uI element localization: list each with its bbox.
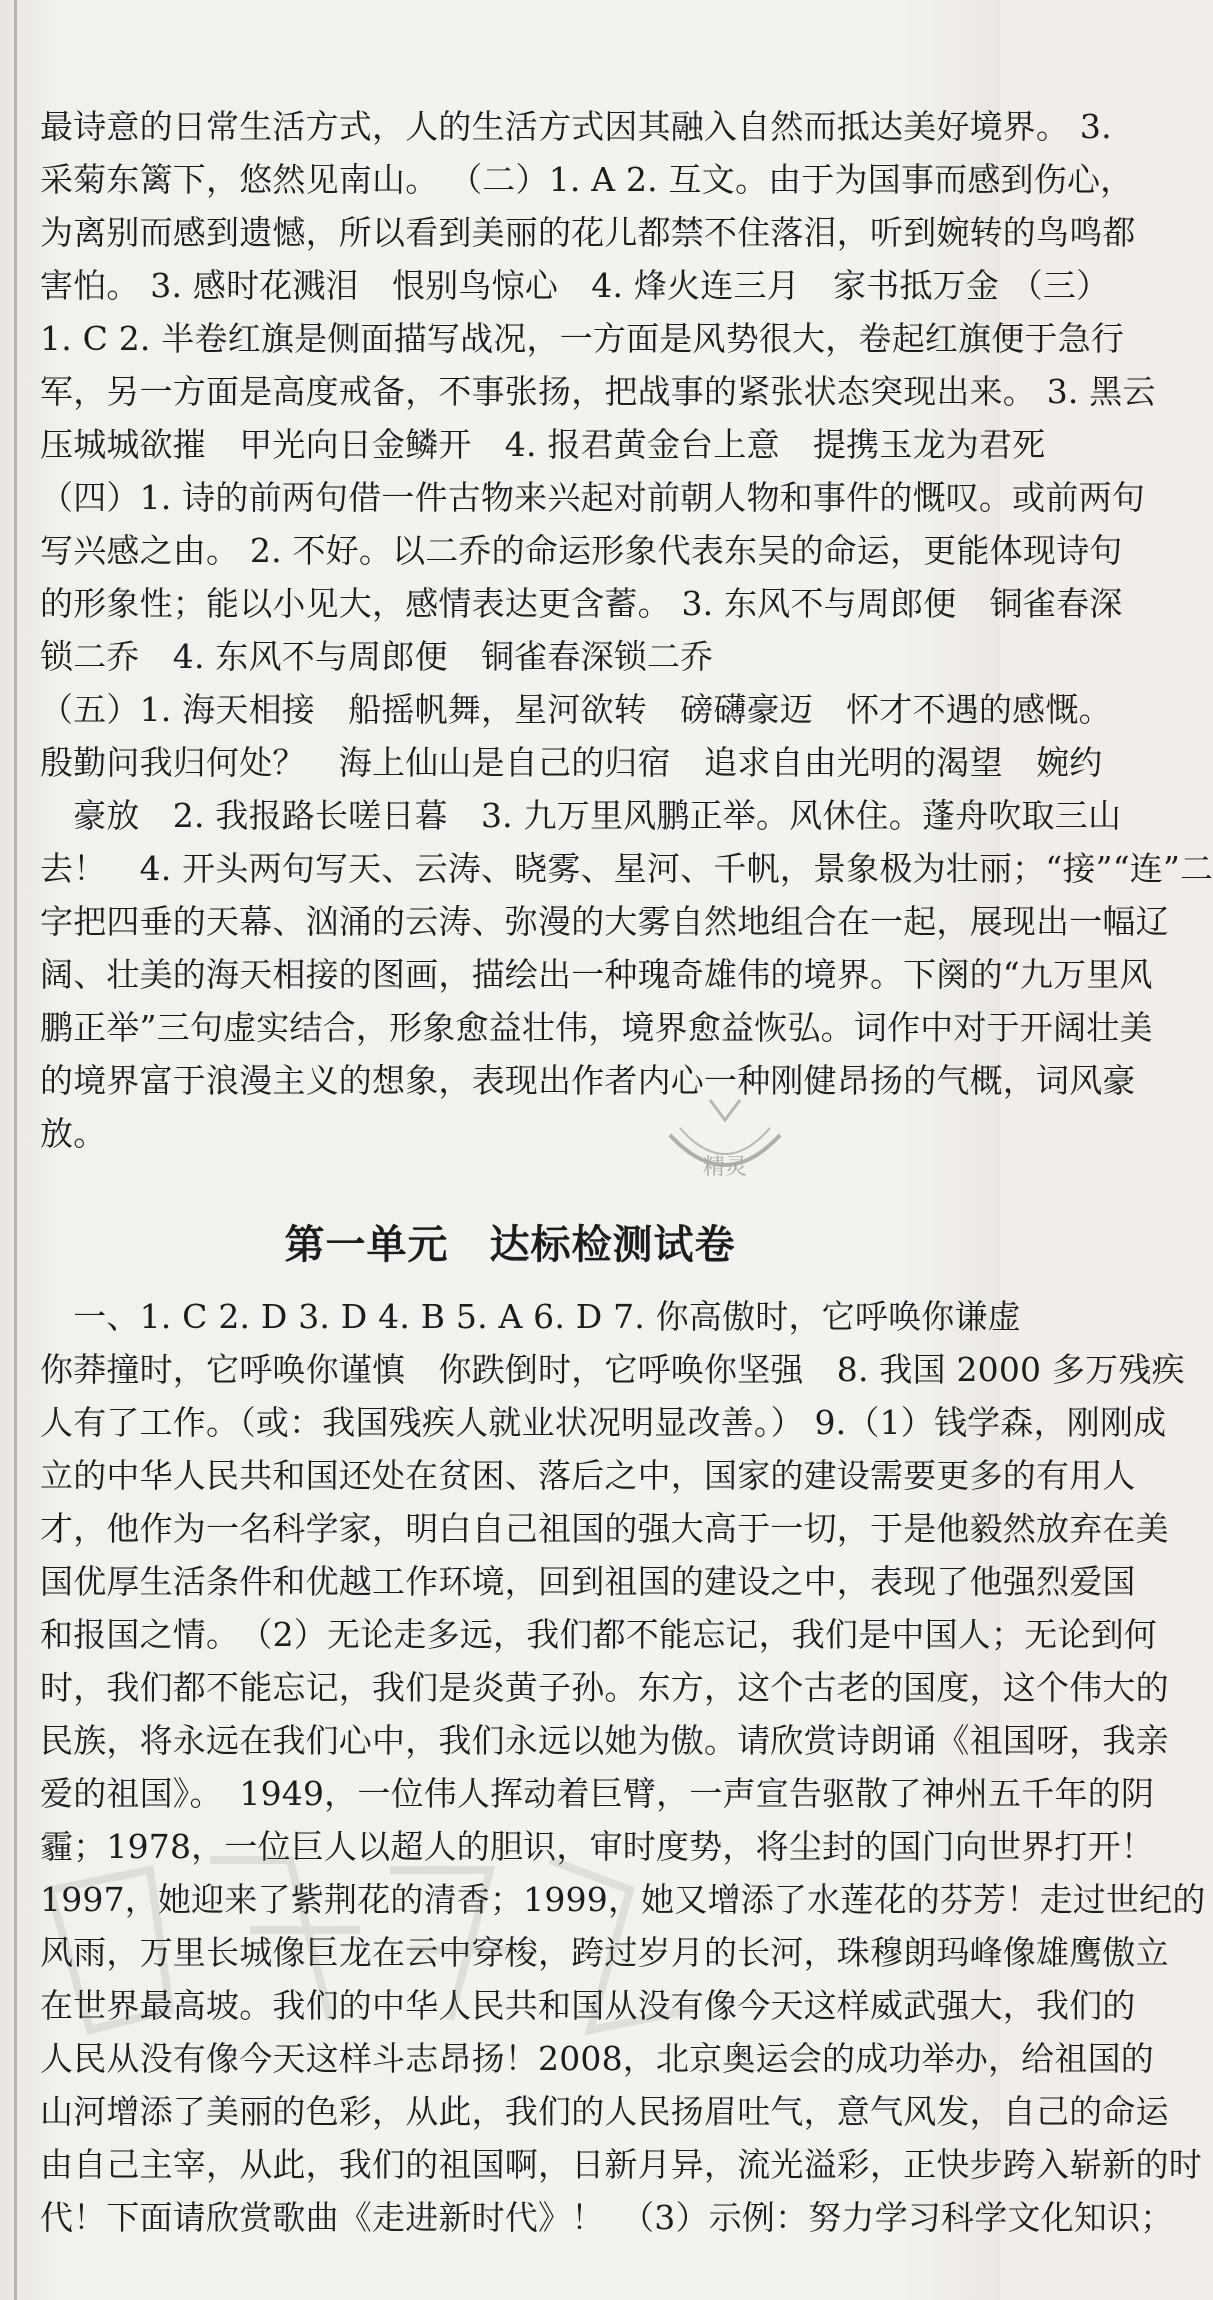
stamp-graphic <box>650 1080 800 1210</box>
text-line: 最诗意的日常生活方式，人的生活方式因其融入自然而抵达美好境界。 3. <box>40 107 1112 146</box>
text-line: （四）1. 诗的前两句借一件古物来兴起对前朝人物和事件的慨叹。或前两句 <box>40 478 1145 517</box>
text-line: 去！ 4. 开头两句写天、云涛、晓雾、星河、千帆，景象极为壮丽；“接”“连”二 <box>40 849 1213 888</box>
text-line: 一、1. C 2. D 3. D 4. B 5. A 6. D 7. 你高傲时，它呼唤你谦虚 <box>40 1297 1021 1336</box>
text-line: 霾；1978，一位巨人以超人的胆识，审时度势，将尘封的国门向世界打开！ <box>40 1827 1154 1866</box>
text-line: 时，我们都不能忘记，我们是炎黄子孙。东方，这个古老的国度，这个伟大的 <box>40 1668 1169 1707</box>
watermark-graphic <box>30 1830 730 2050</box>
text-line: 采菊东篱下，悠然见南山。 （二）1. A 2. 互文。由于为国事而感到伤心， <box>40 160 1134 199</box>
text-line: （五）1. 海天相接 船摇帆舞，星河欲转 磅礴豪迈 怀才不遇的感慨。 <box>40 690 1112 729</box>
text-line: 压城城欲摧 甲光向日金鳞开 4. 报君黄金台上意 提携玉龙为君死 <box>40 425 1046 464</box>
text-line: 爱的祖国》。 1949，一位伟人挥动着巨臂，一声宣告驱散了神州五千年的阴 <box>40 1774 1155 1813</box>
background-watermark <box>30 1830 730 2050</box>
text-line: 民族，将永远在我们心中，我们永远以她为傲。请欣赏诗朗诵《祖国呀，我亲 <box>40 1721 1169 1760</box>
answer-section-poetry <box>40 100 1213 1160</box>
text-line: 锁二乔 4. 东风不与周郎便 铜雀春深锁二乔 <box>40 637 714 676</box>
text-line: 1. C 2. 半卷红旗是侧面描写战况，一方面是风势很大，卷起红旗便于急行 <box>40 319 1125 358</box>
answer-section-unit-test <box>40 1290 1206 2244</box>
text-line: 豪放 2. 我报路长嗟日暮 3. 九万里风鹏正举。风休住。蓬舟吹取三山 <box>40 796 1122 835</box>
text-line: 阔、壮美的海天相接的图画，描绘出一种瑰奇雄伟的境界。下阕的“九万里风 <box>40 955 1153 994</box>
text-line: 字把四垂的天幕、汹涌的云涛、弥漫的大雾自然地组合在一起，展现出一幅辽 <box>40 902 1169 941</box>
text-line: 代！下面请欣赏歌曲《走进新时代》！ （3）示例：努力学习科学文化知识； <box>40 2198 1174 2237</box>
text-line: 由自己主宰，从此，我们的祖国啊，日新月异，流光溢彩，正快步跨入崭新的时 <box>40 2145 1202 2184</box>
text-line: 放。 <box>40 1114 107 1153</box>
text-line: 你莽撞时，它呼唤你谨慎 你跌倒时，它呼唤你坚强 8. 我国 2000 多万残疾 <box>40 1350 1185 1389</box>
text-line: 人有了工作。（或：我国残疾人就业状况明显改善。） 9.（1）钱学森，刚刚成 <box>40 1403 1167 1442</box>
binding-edge <box>14 0 17 2300</box>
text-line: 人民从没有像今天这样斗志昂扬！2008，北京奥运会的成功举办，给祖国的 <box>40 2039 1154 2078</box>
text-line: 才，他作为一名科学家，明白自己祖国的强大高于一切，于是他毅然放弃在美 <box>40 1509 1169 1548</box>
text-line: 为离别而感到遗憾，所以看到美丽的花儿都禁不住落泪，听到婉转的鸟鸣都 <box>40 213 1136 252</box>
text-line: 1997，她迎来了紫荆花的清香；1999，她又增添了水莲花的芬芳！走过世纪的 <box>40 1880 1206 1919</box>
publisher-stamp-logo <box>650 1080 800 1210</box>
text-line: 害怕。 3. 感时花溅泪 恨别鸟惊心 4. 烽火连三月 家书抵万金 （三） <box>40 266 1110 305</box>
text-line: 立的中华人民共和国还处在贫困、落后之中，国家的建设需要更多的有用人 <box>40 1456 1136 1495</box>
text-line: 国优厚生活条件和优越工作环境，回到祖国的建设之中，表现了他强烈爱国 <box>40 1562 1136 1601</box>
section-heading: 第一单元 达标检测试卷 <box>284 1221 736 1268</box>
text-line: 山河增添了美丽的色彩，从此，我们的人民扬眉吐气，意气风发，自己的命运 <box>40 2092 1169 2131</box>
text-line: 写兴感之由。 2. 不好。以二乔的命运形象代表东吴的命运，更能体现诗句 <box>40 531 1123 570</box>
text-line: 的境界富于浪漫主义的想象，表现出作者内心一种刚健昂扬的气概，词风豪 <box>40 1061 1136 1100</box>
stamp-label: 精灵 <box>702 1155 747 1180</box>
text-line: 军，另一方面是高度戒备，不事张扬，把战事的紧张状态突现出来。 3. 黑云 <box>40 372 1156 411</box>
text-line: 殷勤问我归何处？ 海上仙山是自己的归宿 追求自由光明的渴望 婉约 <box>40 743 1103 782</box>
text-line: 在世界最高坡。我们的中华人民共和国从没有像今天这样威武强大，我们的 <box>40 1986 1136 2025</box>
text-line: 和报国之情。 （2）无论走多远，我们都不能忘记，我们是中国人；无论到何 <box>40 1615 1157 1654</box>
text-line: 的形象性；能以小见大，感情表达更含蓄。 3. 东风不与周郎便 铜雀春深 <box>40 584 1123 623</box>
text-line: 风雨，万里长城像巨龙在云中穿梭，跨过岁月的长河，珠穆朗玛峰像雄鹰傲立 <box>40 1933 1169 1972</box>
text-line: 鹏正举”三句虚实结合，形象愈益壮伟，境界愈益恢弘。词作中对于开阔壮美 <box>40 1008 1153 1047</box>
